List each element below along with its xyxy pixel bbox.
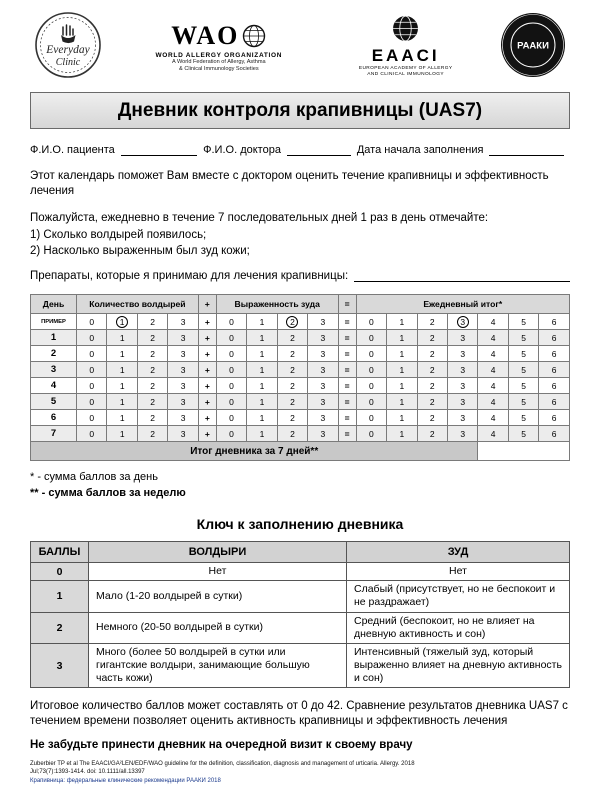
total-score-2: 2 xyxy=(417,410,447,426)
key-row-1 xyxy=(31,581,570,612)
footnote-weekly: ** - сумма баллов за неделю xyxy=(30,487,186,500)
total-score-0: 0 xyxy=(356,346,386,362)
total-score-4: 4 xyxy=(478,314,508,330)
total-score-5: 5 xyxy=(508,378,538,394)
key-header-wheals: ВОЛДЫРИ xyxy=(89,542,347,563)
total-score-5: 5 xyxy=(508,314,538,330)
wheal-score-2: 2 xyxy=(137,362,167,378)
itch-score-3: 3 xyxy=(308,378,338,394)
total-score-4: 4 xyxy=(478,426,508,442)
plus-sign: + xyxy=(198,394,216,410)
total-score-5: 5 xyxy=(508,426,538,442)
key-itch-description: Интенсивный (тяжелый зуд, который выраженно влияет на дневную активность и сон) xyxy=(347,643,570,687)
total-score-6: 6 xyxy=(539,330,570,346)
instruction-item-2: 2) Насколько выраженным был зуд кожи; xyxy=(30,245,250,257)
total-score-0: 0 xyxy=(356,362,386,378)
total-score-3: 3 xyxy=(447,362,477,378)
instructions-block xyxy=(30,210,570,259)
key-score-value: 1 xyxy=(31,581,89,612)
total-score-3: 3 xyxy=(447,410,477,426)
diary-row-day-1 xyxy=(31,330,570,346)
key-table xyxy=(30,541,570,688)
itch-score-3: 3 xyxy=(308,330,338,346)
itch-score-1: 1 xyxy=(247,378,277,394)
plus-sign: + xyxy=(198,378,216,394)
wao-logo xyxy=(126,21,311,73)
total-score-6: 6 xyxy=(539,362,570,378)
itch-score-0: 0 xyxy=(216,314,246,330)
itch-score-1: 1 xyxy=(247,346,277,362)
raaki-logo xyxy=(500,12,566,83)
wao-tagline-2: & Clinical Immunology Societies xyxy=(179,66,259,72)
itch-score-1: 1 xyxy=(247,330,277,346)
equals-sign: = xyxy=(338,314,356,330)
patient-name-label: Ф.И.О. пациента xyxy=(30,144,115,156)
circled-score-mark: 2 xyxy=(286,316,298,328)
wheal-score-3: 3 xyxy=(168,314,198,330)
wheal-score-0: 0 xyxy=(77,362,107,378)
key-section-title: Ключ к заполнению дневника xyxy=(196,516,404,533)
diary-row-day-7 xyxy=(31,426,570,442)
itch-score-3: 3 xyxy=(308,346,338,362)
total-score-3: 3 xyxy=(447,330,477,346)
globe-icon xyxy=(242,24,266,48)
everyday-clinic-logo xyxy=(34,11,102,84)
total-score-5: 5 xyxy=(508,410,538,426)
doctor-name-field[interactable] xyxy=(287,144,351,156)
weekly-total-box[interactable] xyxy=(478,442,570,461)
diary-header-plus: + xyxy=(198,295,216,314)
itch-score-0: 0 xyxy=(216,362,246,378)
total-score-6: 6 xyxy=(539,346,570,362)
total-score-1: 1 xyxy=(387,346,417,362)
key-row-3 xyxy=(31,643,570,687)
itch-score-0: 0 xyxy=(216,346,246,362)
total-score-1: 1 xyxy=(387,410,417,426)
total-score-4: 4 xyxy=(478,346,508,362)
wheal-score-0: 0 xyxy=(77,426,107,442)
equals-sign: = xyxy=(338,362,356,378)
logo-row xyxy=(30,6,570,88)
page-title: Дневник контроля крапивницы (UAS7) xyxy=(30,92,570,129)
total-score-6: 6 xyxy=(539,314,570,330)
wheal-score-3: 3 xyxy=(168,330,198,346)
key-header-row xyxy=(31,542,570,563)
wheal-score-2: 2 xyxy=(137,378,167,394)
circled-score-mark: 1 xyxy=(116,316,128,328)
total-score-2: 2 xyxy=(417,426,447,442)
itch-score-0: 0 xyxy=(216,410,246,426)
total-score-6: 6 xyxy=(539,378,570,394)
key-itch-description: Средний (беспокоит, но не влияет на дневную активность и сон) xyxy=(347,612,570,643)
total-score-1: 1 xyxy=(387,378,417,394)
diary-header-day: День xyxy=(31,295,77,314)
circled-score-mark: 3 xyxy=(457,316,469,328)
wheal-score-3: 3 xyxy=(168,410,198,426)
wheal-score-3: 3 xyxy=(168,346,198,362)
key-table-body xyxy=(31,563,570,688)
total-score-5: 5 xyxy=(508,346,538,362)
raaki-acronym: РААКИ xyxy=(517,40,549,51)
eaaci-acronym: EAACI xyxy=(371,46,440,66)
itch-score-3: 3 xyxy=(308,426,338,442)
day-label: 2 xyxy=(31,346,77,362)
diary-header-itch: Выраженность зуда xyxy=(216,295,338,314)
wheal-score-3: 3 xyxy=(168,394,198,410)
total-score-4: 4 xyxy=(478,378,508,394)
itch-score-1: 1 xyxy=(247,410,277,426)
wao-acronym: WAO xyxy=(171,21,240,51)
total-score-3: 3 xyxy=(447,394,477,410)
itch-score-0: 0 xyxy=(216,378,246,394)
key-wheals-description: Мало (1-20 волдырей в сутки) xyxy=(89,581,347,612)
outro-paragraph: Итоговое количество баллов может составлять от 0 до 42. Сравнение результатов дневника UAS7 с течением времени позволяет оценить активность крапивницы и эффективность лечения xyxy=(30,700,568,728)
medications-label: Препараты, которые я принимаю для лечения крапивницы: xyxy=(30,270,349,283)
instruction-item-1: 1) Сколько волдырей появилось; xyxy=(30,228,207,241)
total-score-0: 0 xyxy=(356,394,386,410)
wheal-score-1 xyxy=(107,314,137,330)
key-row-2 xyxy=(31,612,570,643)
globe-icon xyxy=(392,15,419,42)
total-score-4: 4 xyxy=(478,410,508,426)
total-score-1: 1 xyxy=(387,314,417,330)
total-score-3: 3 xyxy=(447,346,477,362)
total-score-0: 0 xyxy=(356,314,386,330)
citations-block xyxy=(30,760,570,786)
total-score-2: 2 xyxy=(417,394,447,410)
plus-sign: + xyxy=(198,426,216,442)
wheal-score-3: 3 xyxy=(168,426,198,442)
total-score-0: 0 xyxy=(356,378,386,394)
diary-total-row xyxy=(31,442,570,461)
wheal-score-2: 2 xyxy=(137,314,167,330)
wheal-score-1: 1 xyxy=(107,346,137,362)
itch-score-2: 2 xyxy=(277,362,307,378)
total-score-0: 0 xyxy=(356,330,386,346)
equals-sign: = xyxy=(338,378,356,394)
key-itch-description: Слабый (присутствует, но не беспокоит и не раздражает) xyxy=(347,581,570,612)
itch-score-2: 2 xyxy=(277,394,307,410)
key-header-itch: ЗУД xyxy=(347,542,570,563)
eaaci-name-2: AND CLINICAL IMMUNOLOGY xyxy=(367,72,445,78)
reminder-text: Не забудьте принести дневник на очередной визит к своему врачу xyxy=(30,738,413,751)
wheal-score-2: 2 xyxy=(137,346,167,362)
diary-table-body xyxy=(31,314,570,442)
clinic-logo-line1: Everyday xyxy=(46,43,90,56)
itch-score-3: 3 xyxy=(308,314,338,330)
wheal-score-1: 1 xyxy=(107,330,137,346)
diary-row-example xyxy=(31,314,570,330)
itch-score-1: 1 xyxy=(247,314,277,330)
diary-table xyxy=(30,294,570,461)
day-label: 5 xyxy=(31,394,77,410)
plus-sign: + xyxy=(198,410,216,426)
total-score-2: 2 xyxy=(417,330,447,346)
key-itch-description: Нет xyxy=(347,563,570,581)
diary-header-total: Ежедневный итог* xyxy=(356,295,569,314)
key-header-score: БАЛЛЫ xyxy=(31,542,89,563)
total-score-1: 1 xyxy=(387,330,417,346)
equals-sign: = xyxy=(338,410,356,426)
itch-score-0: 0 xyxy=(216,426,246,442)
equals-sign: = xyxy=(338,330,356,346)
day-label: 7 xyxy=(31,426,77,442)
total-score-4: 4 xyxy=(478,362,508,378)
itch-score-1: 1 xyxy=(247,362,277,378)
key-score-value: 3 xyxy=(31,643,89,687)
total-score-0: 0 xyxy=(356,426,386,442)
wheal-score-3: 3 xyxy=(168,378,198,394)
itch-score-2 xyxy=(277,314,307,330)
itch-score-2: 2 xyxy=(277,346,307,362)
diary-row-day-4 xyxy=(31,378,570,394)
wheal-score-0: 0 xyxy=(77,410,107,426)
citation-1: Zuberbier TP et al The EAACI/GA²LEN/EDF/WAO guideline for the definition, classification, diagnosis and management of urticaria. Allergy. 2018 Jul;73(7):1393-1414. doi: 10.1111/all.13397 xyxy=(30,760,415,776)
wheal-score-1: 1 xyxy=(107,410,137,426)
eaaci-logo xyxy=(336,15,476,78)
wheal-score-0: 0 xyxy=(77,394,107,410)
total-score-2: 2 xyxy=(417,378,447,394)
total-score-1: 1 xyxy=(387,426,417,442)
diary-row-day-6 xyxy=(31,410,570,426)
itch-score-3: 3 xyxy=(308,394,338,410)
patient-info-line xyxy=(30,144,570,156)
clinic-stamp-icon xyxy=(34,11,102,79)
key-row-0 xyxy=(31,563,570,581)
total-score-5: 5 xyxy=(508,394,538,410)
total-score-4: 4 xyxy=(478,394,508,410)
wheal-score-3: 3 xyxy=(168,362,198,378)
total-score-6: 6 xyxy=(539,394,570,410)
itch-score-2: 2 xyxy=(277,410,307,426)
wheal-score-0: 0 xyxy=(77,330,107,346)
hand-icon xyxy=(61,25,76,43)
wheal-score-0: 0 xyxy=(77,314,107,330)
key-score-value: 2 xyxy=(31,612,89,643)
diary-header-row xyxy=(31,295,570,314)
itch-score-2: 2 xyxy=(277,426,307,442)
start-date-label: Дата начала заполнения xyxy=(356,144,484,156)
wheal-score-2: 2 xyxy=(137,426,167,442)
total-score-5: 5 xyxy=(508,362,538,378)
itch-score-3: 3 xyxy=(308,410,338,426)
total-score-6: 6 xyxy=(539,426,570,442)
total-score-2: 2 xyxy=(417,346,447,362)
wheal-score-1: 1 xyxy=(107,362,137,378)
plus-sign: + xyxy=(198,314,216,330)
equals-sign: = xyxy=(338,346,356,362)
medications-field[interactable] xyxy=(354,270,570,282)
wheal-score-0: 0 xyxy=(77,378,107,394)
day-label: 6 xyxy=(31,410,77,426)
total-score-3: 3 xyxy=(447,378,477,394)
wheal-score-1: 1 xyxy=(107,394,137,410)
itch-score-1: 1 xyxy=(247,394,277,410)
itch-score-3: 3 xyxy=(308,362,338,378)
wheal-score-2: 2 xyxy=(137,330,167,346)
intro-paragraph: Этот календарь поможет Вам вместе с доктором оценить течение крапивницы и эффективность лечения xyxy=(30,170,549,198)
total-score-5: 5 xyxy=(508,330,538,346)
total-score-1: 1 xyxy=(387,362,417,378)
total-score-3: 3 xyxy=(447,426,477,442)
wheal-score-0: 0 xyxy=(77,346,107,362)
itch-score-0: 0 xyxy=(216,330,246,346)
wheal-score-1: 1 xyxy=(107,426,137,442)
total-score-6: 6 xyxy=(539,410,570,426)
footnote-daily: * - сумма баллов за день xyxy=(30,471,158,484)
clinic-logo-line2: Clinic xyxy=(55,56,81,68)
total-score-1: 1 xyxy=(387,394,417,410)
day-label: ПРИМЕР xyxy=(31,314,77,330)
key-wheals-description: Много (более 50 волдырей в сутки или гигантские волдыри, занимающие большую часть кожи) xyxy=(89,643,347,687)
total-score-4: 4 xyxy=(478,330,508,346)
medications-line xyxy=(30,270,570,282)
wao-full-name: WORLD ALLERGY ORGANIZATION xyxy=(155,52,283,60)
round-stamp-icon xyxy=(500,12,566,78)
plus-sign: + xyxy=(198,330,216,346)
equals-sign: = xyxy=(338,426,356,442)
wheal-score-1: 1 xyxy=(107,378,137,394)
start-date-field[interactable] xyxy=(489,144,564,156)
plus-sign: + xyxy=(198,346,216,362)
citation-2: Крапивница: федеральные клинические рекомендации РААКИ 2018 xyxy=(30,777,221,784)
total-score-2: 2 xyxy=(417,314,447,330)
wheal-score-2: 2 xyxy=(137,394,167,410)
wao-tagline-1: A World Federation of Allergy, Asthma xyxy=(171,59,266,66)
key-wheals-description: Нет xyxy=(89,563,347,581)
itch-score-2: 2 xyxy=(277,330,307,346)
total-score-0: 0 xyxy=(356,410,386,426)
diary-header-equals: = xyxy=(338,295,356,314)
diary-row-day-3 xyxy=(31,362,570,378)
patient-name-field[interactable] xyxy=(121,144,197,156)
doctor-name-label: Ф.И.О. доктора xyxy=(203,144,281,156)
itch-score-1: 1 xyxy=(247,426,277,442)
equals-sign: = xyxy=(338,394,356,410)
day-label: 3 xyxy=(31,362,77,378)
footnotes-block xyxy=(30,470,570,502)
total-score-3 xyxy=(447,314,477,330)
instructions-lead: Пожалуйста, ежедневно в течение 7 последовательных дней 1 раз в день отмечайте: xyxy=(30,212,489,225)
wheal-score-2: 2 xyxy=(137,410,167,426)
eaaci-name-1: EUROPEAN ACADEMY OF ALLERGY xyxy=(358,66,453,72)
diary-total-label: Итог дневника за 7 дней** xyxy=(31,442,478,461)
total-score-2: 2 xyxy=(417,362,447,378)
itch-score-0: 0 xyxy=(216,394,246,410)
diary-row-day-5 xyxy=(31,394,570,410)
diary-header-wheals: Количество волдырей xyxy=(77,295,199,314)
day-label: 4 xyxy=(31,378,77,394)
day-label: 1 xyxy=(31,330,77,346)
diary-row-day-2 xyxy=(31,346,570,362)
key-score-value: 0 xyxy=(31,563,89,581)
key-wheals-description: Немного (20-50 волдырей в сутки) xyxy=(89,612,347,643)
plus-sign: + xyxy=(198,362,216,378)
itch-score-2: 2 xyxy=(277,378,307,394)
